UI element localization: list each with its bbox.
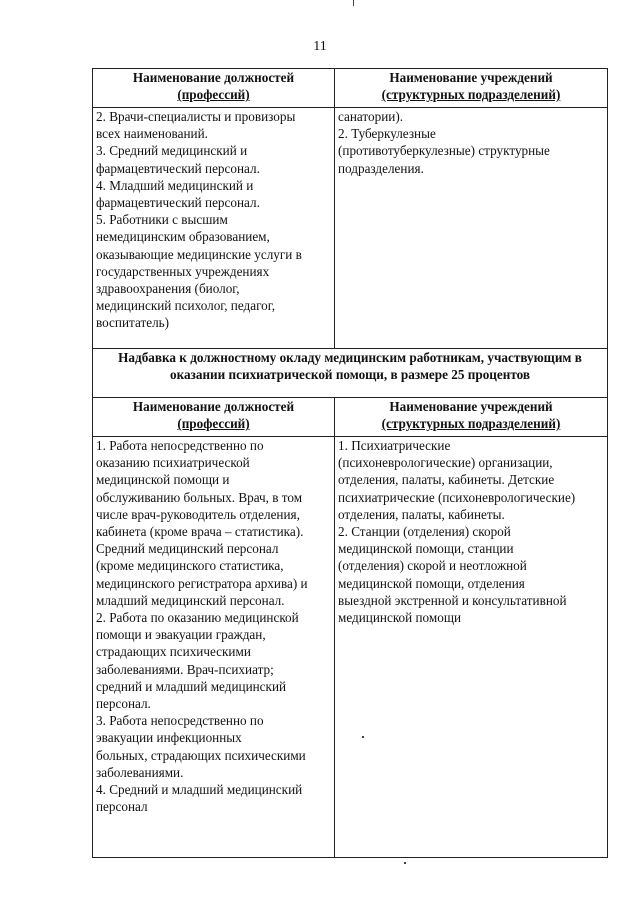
cell-line: (кроме медицинского статистика, xyxy=(96,558,284,574)
cell-line: фармацевтический персонал. xyxy=(96,195,260,211)
cell-line: отделения, палаты, кабинеты. Детские xyxy=(338,472,555,488)
cell-line: медицинской помощи xyxy=(338,610,462,626)
header-positions-line1: Наименование должностей xyxy=(132,70,295,85)
cell-line: психиатрические (психоневрологические) xyxy=(338,489,576,505)
cell-line: всех наименований. xyxy=(96,126,208,142)
cell-line: немедицинским образованием, xyxy=(96,229,270,245)
allowance-table xyxy=(92,68,608,858)
page-number: 11 xyxy=(313,39,327,54)
cell-line: 2. Врачи-специалисты и провизоры xyxy=(96,109,296,124)
cell-line: заболеваниями. xyxy=(96,764,184,780)
cell-line: медицинский психолог, педагог, xyxy=(96,298,275,314)
cell-line: здравоохранения (биолог, xyxy=(96,281,240,297)
header-institutions xyxy=(335,398,608,437)
positions-cell xyxy=(93,437,335,858)
cell-line: медицинской помощи, станции xyxy=(338,541,514,557)
header-institutions-line1: Наименование учреждений xyxy=(389,399,553,414)
cell-line: 2. Работа по оказанию медицинской xyxy=(96,610,299,626)
header-positions xyxy=(93,69,335,108)
cell-line: медицинской помощи, отделения xyxy=(338,575,525,591)
cell-line: персонал. xyxy=(96,696,151,712)
table-row xyxy=(93,108,608,349)
cell-line: кабинета (кроме врача – статистика). xyxy=(96,524,304,540)
cell-line: младший медицинский персонал. xyxy=(96,592,285,608)
cell-line: (отделения) скорой и неотложной xyxy=(338,558,527,574)
cell-line: 5. Работники с высшим xyxy=(96,212,228,228)
cell-line: подразделения. xyxy=(338,160,424,176)
header-institutions-line1: Наименование учреждений xyxy=(389,70,553,85)
header-positions-line2: (профессий) xyxy=(177,416,250,432)
scan-speck xyxy=(362,736,364,738)
cell-line: фармацевтический персонал. xyxy=(96,160,260,176)
cell-line: (психоневрологические) организации, xyxy=(338,455,553,471)
cell-line: персонал xyxy=(96,799,148,815)
section-title-line1: Надбавка к должностному окладу медицинским работникам, участвующим в xyxy=(118,350,582,365)
table-header-row xyxy=(93,398,608,437)
cell-line: санатории). xyxy=(338,109,404,124)
header-positions-line1: Наименование должностей xyxy=(132,399,295,414)
cell-line: 2. Станции (отделения) скорой xyxy=(338,524,511,540)
header-institutions xyxy=(335,69,608,108)
table-row xyxy=(93,437,608,858)
cell-line: страдающих психическими xyxy=(96,644,251,660)
cell-line: заболеваниями. Врач-психиатр; xyxy=(96,661,274,677)
cell-line: 3. Средний медицинский и xyxy=(96,143,248,159)
section-title xyxy=(93,349,608,398)
cell-line: отделения, палаты, кабинеты. xyxy=(338,506,505,522)
cell-line: медицинского регистратора архива) и xyxy=(96,575,308,591)
cell-line: оказанию психиатрической xyxy=(96,455,250,471)
cell-line: воспитатель) xyxy=(96,315,170,331)
cell-line: 1. Работа непосредственно по xyxy=(96,438,264,453)
cell-line: 1. Психиатрические xyxy=(338,438,451,453)
cell-line: 4. Младший медицинский и xyxy=(96,177,254,193)
header-positions xyxy=(93,398,335,437)
cell-line: числе врач-руководитель отделения, xyxy=(96,506,300,522)
cell-line: Средний медицинский персонал xyxy=(96,541,279,557)
cell-line: больных, страдающих психическими xyxy=(96,747,306,763)
institutions-cell xyxy=(335,437,608,858)
header-positions-line2: (профессий) xyxy=(177,87,250,103)
cell-line: обслуживанию больных. Врач, в том xyxy=(96,489,303,505)
institutions-cell xyxy=(335,108,608,349)
scan-speck xyxy=(353,0,354,6)
scan-speck xyxy=(404,862,406,864)
header-institutions-line2: (структурных подразделений) xyxy=(381,87,561,103)
cell-line: оказывающие медицинские услуги в xyxy=(96,246,302,262)
section-title-line2: оказании психиатрической помощи, в размере 25 процентов xyxy=(169,367,531,383)
cell-line: 4. Средний и младший медицинский xyxy=(96,782,303,798)
cell-line: медицинской помощи и xyxy=(96,472,230,488)
header-institutions-line2: (структурных подразделений) xyxy=(381,416,561,432)
table-header-row xyxy=(93,69,608,108)
cell-line: выездной экстренной и консультативной xyxy=(338,592,567,608)
cell-line: (противотуберкулезные) структурные xyxy=(338,143,550,159)
cell-line: помощи и эвакуации граждан, xyxy=(96,627,266,643)
cell-line: эвакуации инфекционных xyxy=(96,730,242,746)
cell-line: средний и младший медицинский xyxy=(96,678,287,694)
positions-cell xyxy=(93,108,335,349)
cell-line: 3. Работа непосредственно по xyxy=(96,713,264,729)
section-title-row xyxy=(93,349,608,398)
cell-line: 2. Туберкулезные xyxy=(338,126,436,142)
cell-line: государственных учреждениях xyxy=(96,263,270,279)
